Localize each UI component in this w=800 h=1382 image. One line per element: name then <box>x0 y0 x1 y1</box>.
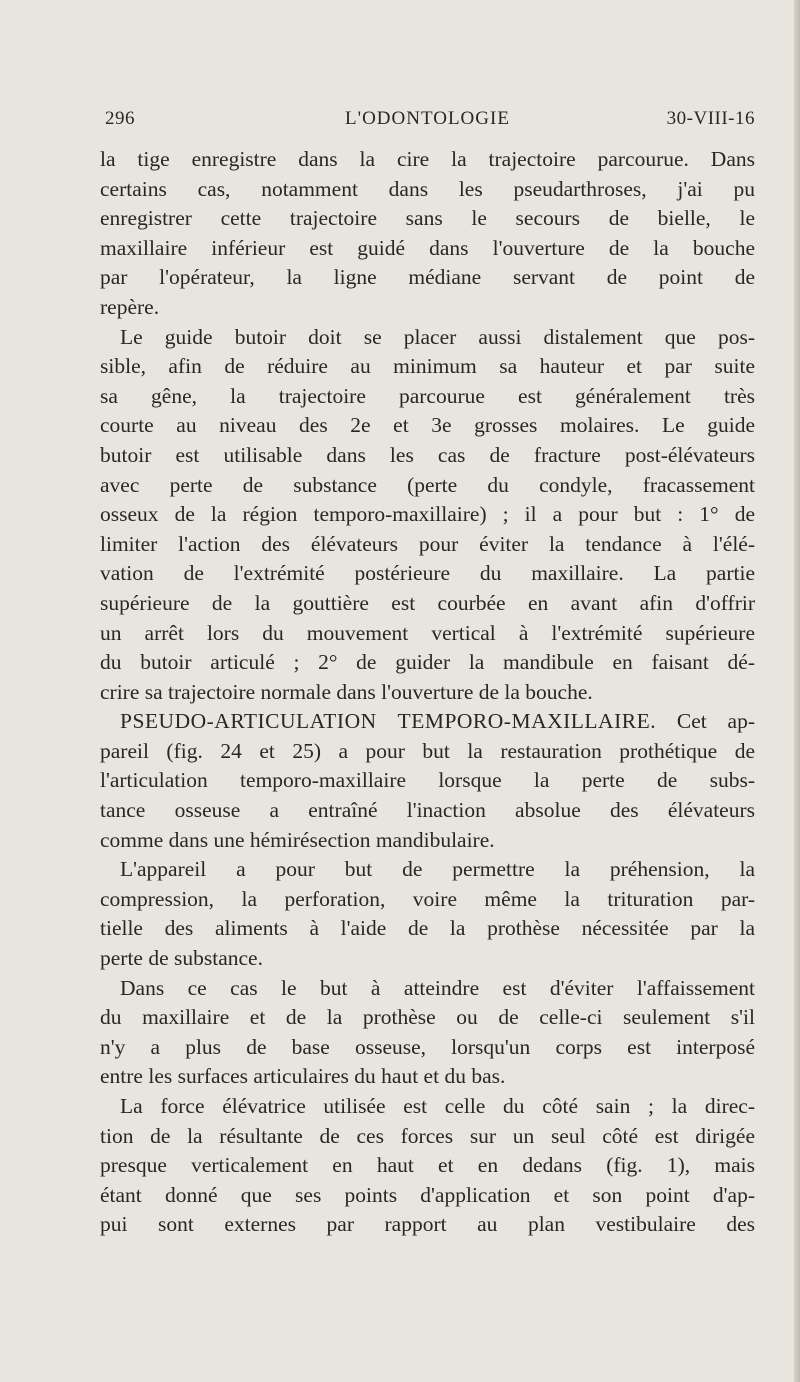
text-line: entre les surfaces articulaires du haut et du bas. <box>100 1064 506 1089</box>
text-line: crire sa trajectoire normale dans l'ouverture de la bouche. <box>100 679 593 704</box>
text-line: osseux de la région temporo-maxillaire) ; il a pour but : 1° de <box>100 502 755 527</box>
running-title: L'ODONTOLOGIE <box>345 108 510 129</box>
text-line: La force élévatrice utilisée est celle du côté sain ; la direc- <box>120 1094 755 1118</box>
page-number: 296 <box>105 108 135 129</box>
text-line: la tige enregistre dans la cire la trajectoire parcourue. Dans <box>100 147 755 171</box>
page-edge-shadow <box>794 0 800 1382</box>
text-line: Le guide butoir doit se placer aussi distalement que pos- <box>120 324 755 349</box>
section-heading: PSEUDO-ARTICULATION TEMPORO-MAXILLAIRE. <box>120 709 657 734</box>
text-line: repère. <box>100 294 160 319</box>
text-line: sible, afin de réduire au minimum sa hauteur et par suite <box>100 354 755 379</box>
text-line: pareil (fig. 24 et 25) a pour but la restauration prothétique de <box>100 738 755 763</box>
text-line: sa gêne, la trajectoire parcourue est généralement très <box>100 383 755 408</box>
text-line: par l'opérateur, la ligne médiane servant de point de <box>100 265 755 290</box>
text-line: du maxillaire et de la prothèse ou de celle-ci seulement s'il <box>100 1005 755 1030</box>
text-line: l'articulation temporo-maxillaire lorsque la perte de subs- <box>100 768 755 793</box>
text-line: comme dans une hémirésection mandibulaire. <box>100 827 495 852</box>
text-line: tion de la résultante de ces forces sur un seul côté est dirigée <box>100 1123 755 1148</box>
text-line: courte au niveau des 2e et 3e grosses molaires. Le guide <box>100 413 755 438</box>
text-line: supérieure de la gouttière est courbée en avant afin d'offrir <box>100 590 755 615</box>
page-header <box>100 108 755 136</box>
text-line: butoir est utilisable dans les cas de fracture post-élévateurs <box>100 442 755 467</box>
text-line: n'y a plus de base osseuse, lorsqu'un corps est interposé <box>100 1034 755 1059</box>
body-text <box>100 145 755 1240</box>
text-line: vation de l'extrémité postérieure du maxillaire. La partie <box>100 561 755 586</box>
text-line: enregistrer cette trajectoire sans le secours de bielle, le <box>100 206 755 231</box>
text-line: maxillaire inférieur est guidé dans l'ouverture de la bouche <box>100 235 755 260</box>
issue-date: 30-VIII-16 <box>666 108 755 129</box>
text-line: perte de substance. <box>100 946 263 971</box>
text-line: L'appareil a pour but de permettre la préhension, la <box>120 857 755 882</box>
text-line: tielle des aliments à l'aide de la prothèse nécessitée par la <box>100 916 755 941</box>
text-line: Dans ce cas le but à atteindre est d'éviter l'affaissement <box>120 975 755 1000</box>
text-line: certains cas, notamment dans les pseudarthroses, j'ai pu <box>100 176 755 201</box>
section-heading-line <box>100 707 755 737</box>
text-line: limiter l'action des élévateurs pour éviter la tendance à l'élé- <box>100 531 755 556</box>
text-line: tance osseuse a entraîné l'inaction absolue des élévateurs <box>100 798 755 823</box>
text-line: un arrêt lors du mouvement vertical à l'extrémité supérieure <box>100 620 755 645</box>
text-line: presque verticalement en haut et en dedans (fig. 1), mais <box>100 1153 755 1178</box>
text-fragment: Cet ap- <box>656 709 755 734</box>
text-line: pui sont externes par rapport au plan vestibulaire des <box>100 1212 755 1237</box>
text-line: avec perte de substance (perte du condyle, fracassement <box>100 472 755 497</box>
text-line: compression, la perforation, voire même la trituration par- <box>100 886 755 911</box>
text-line: du butoir articulé ; 2° de guider la mandibule en faisant dé- <box>100 650 755 675</box>
text-line: étant donné que ses points d'application et son point d'ap- <box>100 1182 755 1207</box>
